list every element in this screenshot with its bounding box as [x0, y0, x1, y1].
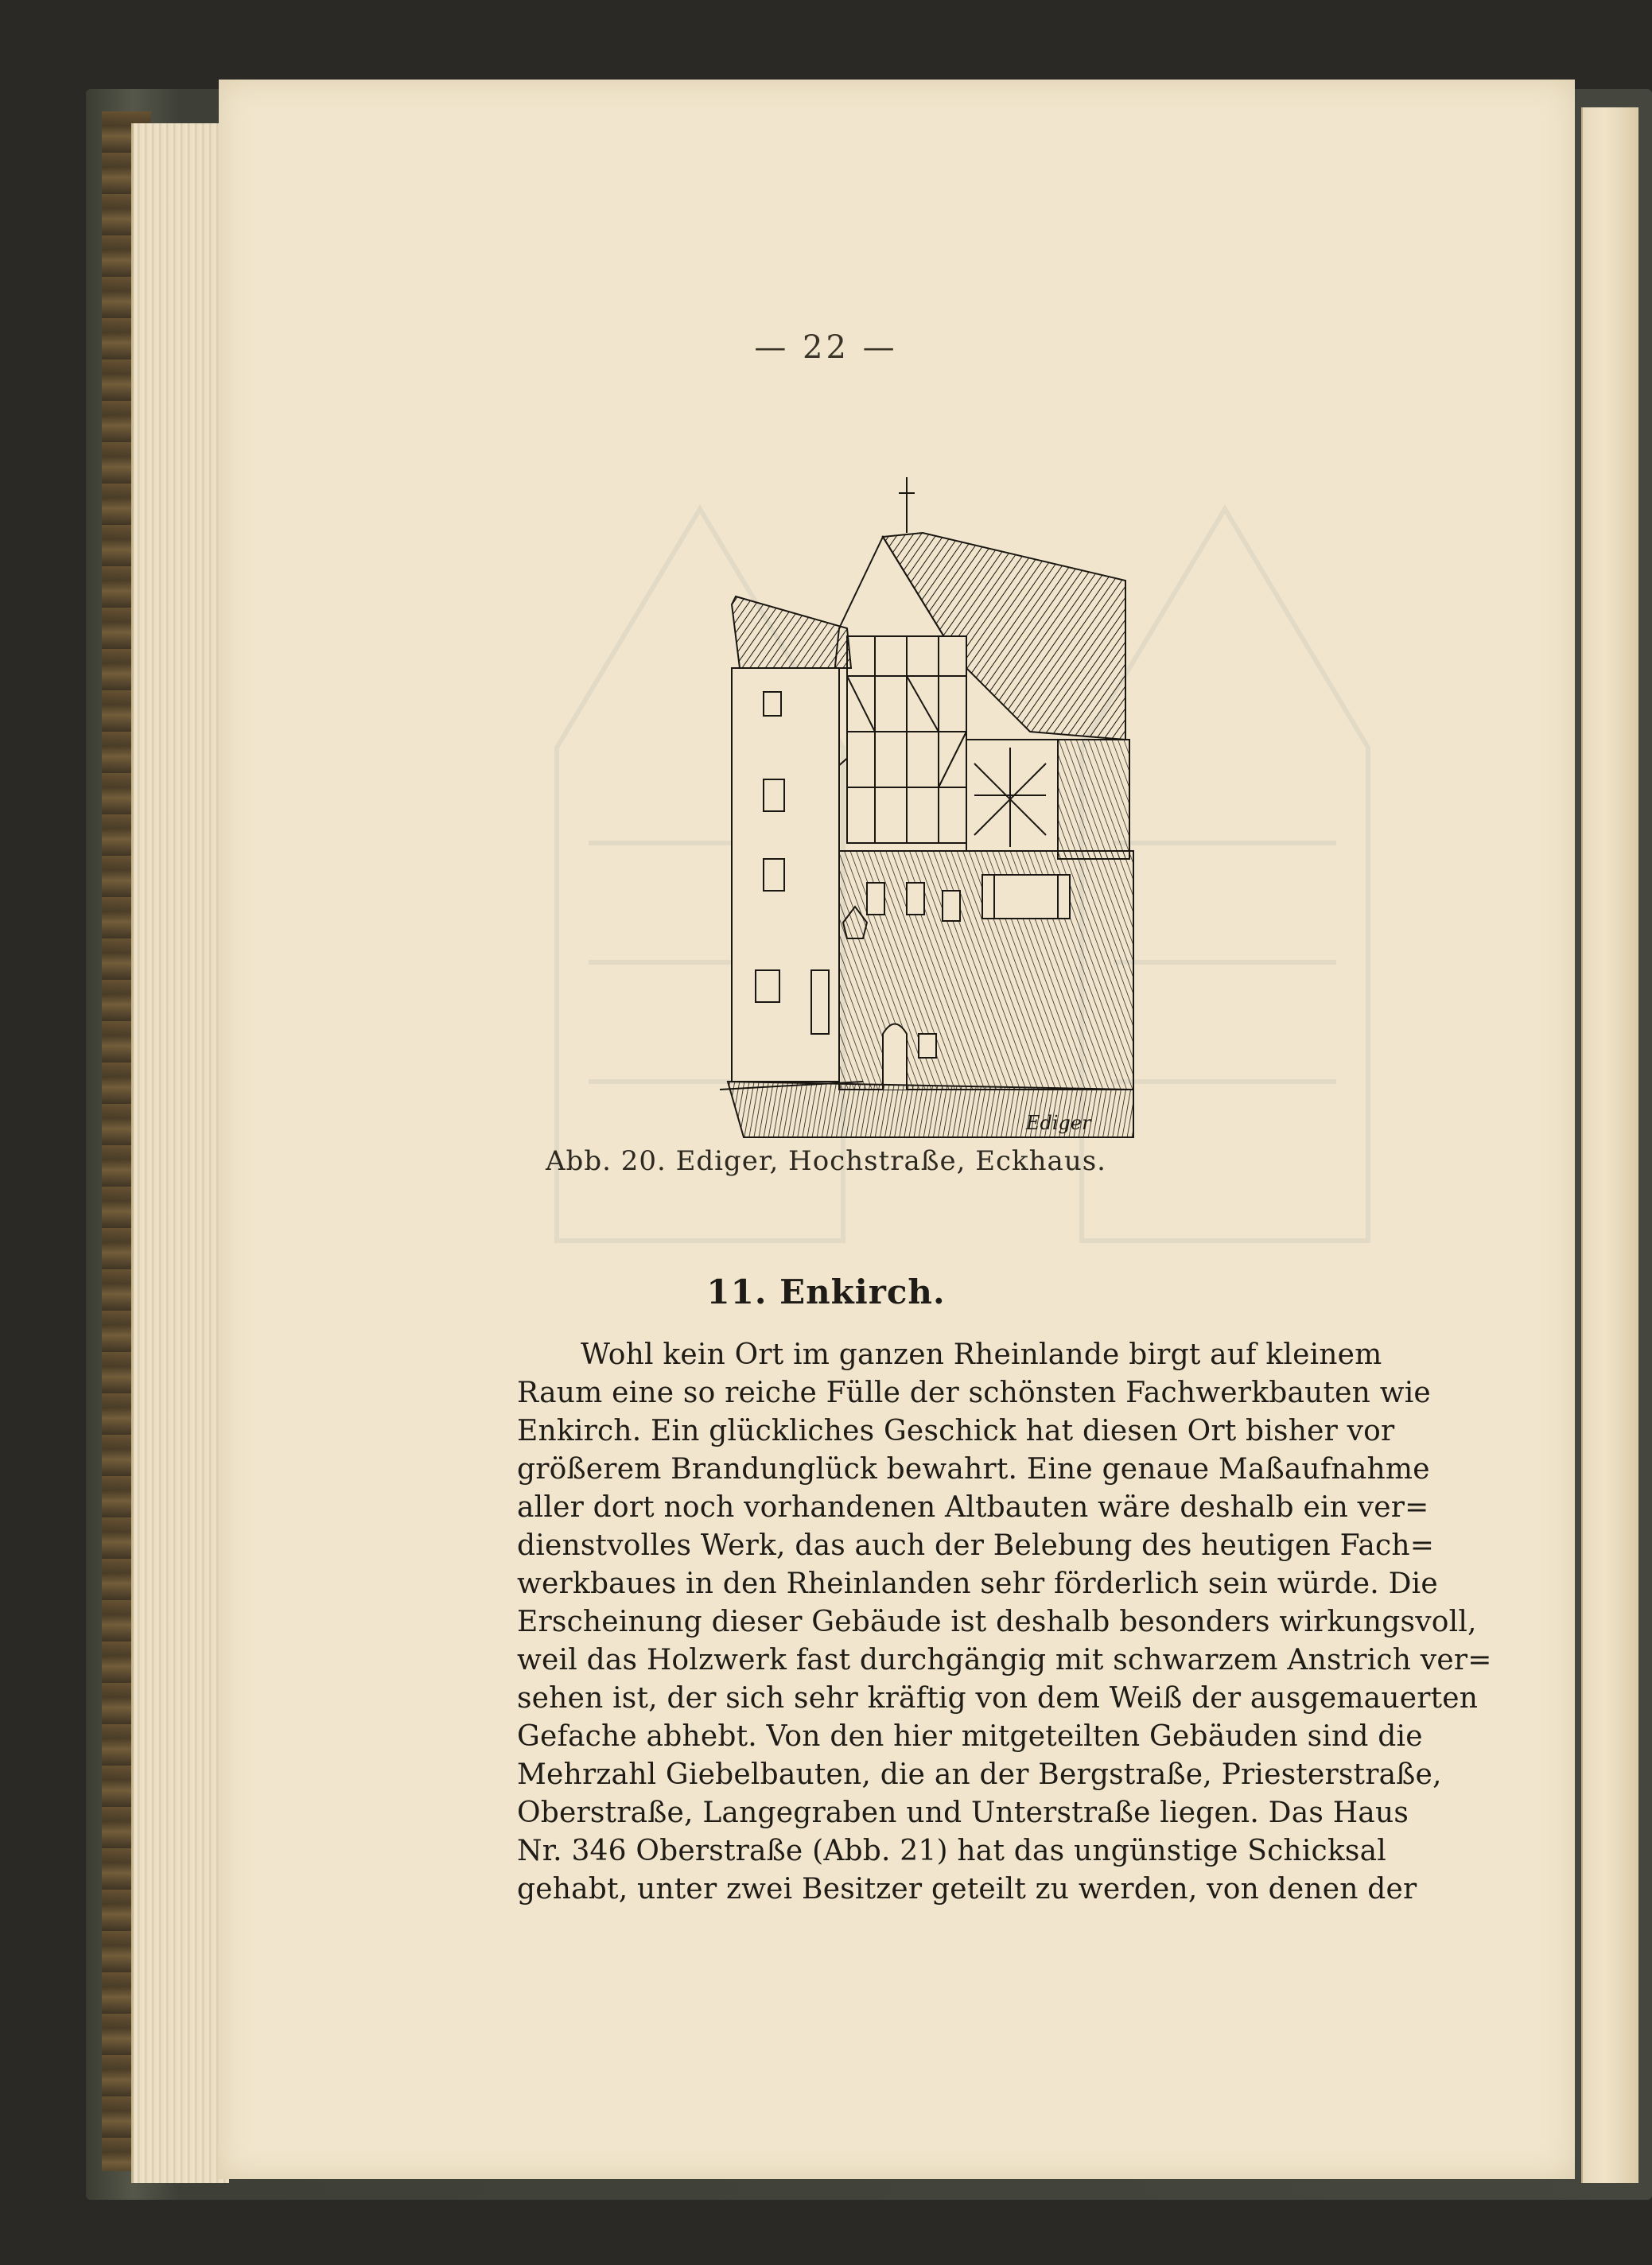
house-illustration	[720, 477, 1141, 1137]
section-heading: 11. Enkirch.	[706, 1272, 946, 1311]
body-line: werkbaues in den Rheinlanden sehr förderlich sein würde. Die	[517, 1568, 1438, 1600]
body-line: aller dort noch vorhandenen Altbauten wäre deshalb ein ver=	[517, 1491, 1429, 1524]
body-line: Raum eine so reiche Fülle der schönsten Fachwerkbauten wie	[517, 1377, 1431, 1409]
body-line: Erscheinung dieser Gebäude ist deshalb besonders wirkungsvoll,	[517, 1606, 1477, 1638]
body-line: Oberstraße, Langegraben und Unterstraße liegen. Das Haus	[517, 1797, 1409, 1829]
body-line: sehen ist, der sich sehr kräftig von dem Weiß der ausgemauerten	[517, 1682, 1479, 1715]
illustration-signature: Ediger	[1026, 1112, 1091, 1134]
body-line: Mehrzahl Giebelbauten, die an der Bergstraße, Priesterstraße,	[517, 1758, 1442, 1791]
body-line: dienstvolles Werk, das auch der Belebung des heutigen Fach=	[517, 1529, 1435, 1562]
body-line: größerem Brandunglück bewahrt. Eine genaue Maßaufnahme	[517, 1453, 1430, 1486]
body-line: Enkirch. Ein glückliches Geschick hat diesen Ort bisher vor	[517, 1415, 1395, 1447]
body-line: Wohl kein Ort im ganzen Rheinlande birgt auf kleinem	[581, 1338, 1382, 1371]
body-paragraph	[517, 1336, 1492, 1909]
page-number: — 22 —	[754, 329, 898, 366]
body-line: Gefache abhebt. Von den hier mitgeteilten Gebäuden sind die	[517, 1720, 1423, 1753]
figure-caption: Abb. 20. Ediger, Hochstraße, Eckhaus.	[546, 1145, 1106, 1177]
body-line: Nr. 346 Oberstraße (Abb. 21) hat das ungünstige Schicksal	[517, 1835, 1386, 1867]
body-line: weil das Holzwerk fast durchgängig mit schwarzem Anstrich ver=	[517, 1644, 1492, 1676]
body-line: gehabt, unter zwei Besitzer geteilt zu werden, von denen der	[517, 1873, 1417, 1906]
